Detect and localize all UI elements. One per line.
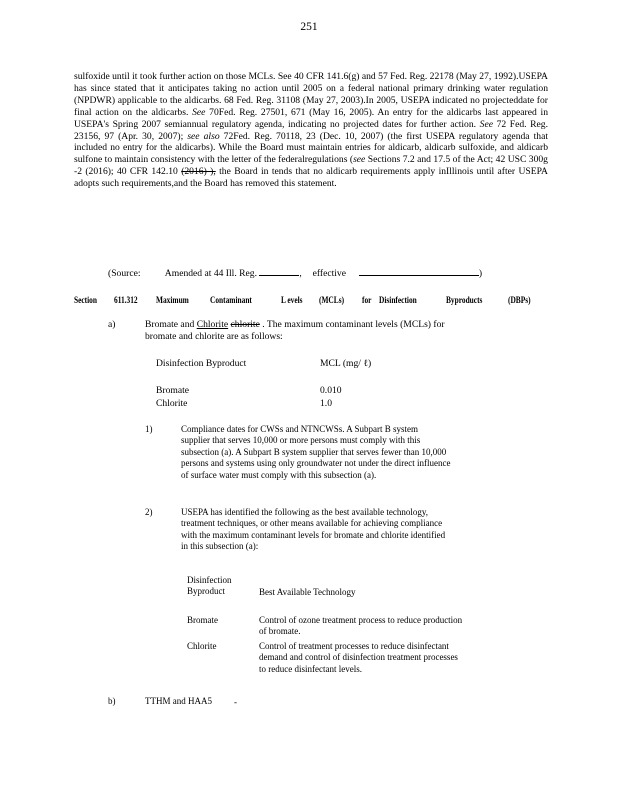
section-title-word: Contaminant bbox=[210, 294, 252, 306]
section-title-word: Byproducts bbox=[446, 294, 483, 306]
citation-signal: See bbox=[192, 106, 206, 118]
subsection-text: . The maximum contaminant levels (MCLs) for bbox=[259, 319, 445, 330]
item-line: supplier that serves 10,000 or more persons must comply with this bbox=[181, 435, 421, 446]
source-close: ) bbox=[478, 268, 483, 279]
section-title-word: (DBPs) bbox=[508, 294, 531, 306]
section-number: 611.312 bbox=[114, 294, 138, 306]
paragraph-text: 70Fed. Reg. 27501, 671 (May 16, 2005). An entry for the aldicarbs last appeared in USEPA's Spring 2007 semiannual regulatory agenda, indicating no projected dates for further action. bbox=[74, 106, 548, 130]
bat-table-row-technology bbox=[259, 615, 462, 638]
inserted-text: Chlorite bbox=[196, 319, 229, 330]
subsection-text: Bromate and bbox=[145, 319, 197, 330]
technology-line: Control of treatment processes to reduce disinfectant bbox=[259, 641, 449, 651]
paragraph-text: Sections 7.2 and 17.5 of the Act; 42 USC 300g -2 (2016); 40 CFR 142.10 bbox=[74, 154, 548, 178]
paragraph-text: sulfoxide until it took further action on those MCLs. See 40 CFR 141.6(g) and 57 Fed. Reg. 22178 (May 27, 1992).USEPA has since stated that it anticipates taking no action until 2005 on a federal national primary drinking water regulation (NPDWR) applicable to the aldicarbs. 68 Fed. Reg. 31108 (May 27, 2003).In 2005, USEPA indicated no projecteddate for final action on the aldicarbs. bbox=[74, 71, 548, 118]
paragraph-text: 72Fed. Reg. 70118, 23 (Dec. 10, 2007) (the first USEPA regulatory agenda that included no entry for the aldicarbs). While the Board must maintain entries for aldicarb, aldicarb sulfoxide, and aldicarb sulfone to maintain consistency with the letter of the federalregulations ( bbox=[74, 130, 548, 166]
mcl-table-header-mcl: MCL (mg/ ℓ) bbox=[320, 358, 372, 369]
source-prefix: (Source: bbox=[108, 268, 141, 279]
header-line: Disinfection bbox=[187, 575, 232, 585]
mcl-table-row-value: 1.0 bbox=[320, 398, 332, 409]
item-line: subsection (a). A Subpart B system supplier that serves fewer than 10,000 bbox=[181, 446, 447, 457]
item-line: with the maximum contaminant levels for bromate and chlorite identified bbox=[181, 529, 446, 540]
register-blank bbox=[259, 266, 299, 276]
source-line bbox=[108, 266, 482, 279]
struck-text: (2016) ), bbox=[181, 166, 216, 178]
item-line: of surface water must comply with this subsection (a). bbox=[181, 469, 377, 480]
bat-table-row-technology bbox=[259, 641, 458, 675]
item-1-text bbox=[181, 424, 450, 481]
bat-table-header-byproduct bbox=[187, 575, 232, 598]
mcl-table-row-name: Bromate bbox=[156, 385, 190, 396]
section-title-word: (MCLs) bbox=[319, 294, 345, 306]
section-title-word: for bbox=[362, 294, 372, 306]
subsection-b-mark: - bbox=[234, 697, 237, 707]
subsection-b-label: b) bbox=[108, 696, 116, 706]
paragraph-text: 72 Fed. Reg. 23156, 97 (Apr. 30, 2007); bbox=[74, 118, 549, 142]
section-title-word: L evels bbox=[281, 294, 303, 306]
header-line: Byproduct bbox=[187, 586, 225, 597]
page-number: 251 bbox=[300, 21, 318, 33]
technology-line: to reduce disinfectant levels. bbox=[259, 663, 362, 674]
subsection-a-text bbox=[145, 319, 519, 343]
section-title-word: Disinfection bbox=[379, 294, 417, 306]
bat-table-row-name: Chlorite bbox=[187, 641, 217, 651]
effective-date-blank bbox=[359, 266, 479, 276]
item-line: persons and systems using only groundwater not under the direct influence bbox=[181, 458, 451, 469]
item-line: treatment techniques, or other means available for achieving compliance bbox=[181, 518, 443, 529]
item-line: USEPA has identified the following as the best available technology, bbox=[181, 507, 429, 517]
item-1-label: 1) bbox=[145, 424, 153, 434]
item-2-text bbox=[181, 507, 445, 553]
item-2-label: 2) bbox=[145, 507, 153, 517]
mcl-table-row-name: Chlorite bbox=[156, 398, 188, 409]
item-line: in this subsection (a): bbox=[181, 541, 259, 552]
item-line: Compliance dates for CWSs and NTNCWSs. A Subpart B system bbox=[181, 424, 418, 434]
section-label: Section bbox=[74, 294, 97, 306]
citation-signal: See bbox=[479, 118, 493, 130]
mcl-table-header-byproduct: Disinfection Byproduct bbox=[156, 358, 247, 369]
section-title-word: Maximum bbox=[156, 294, 189, 306]
technology-line: of bromate. bbox=[259, 626, 301, 637]
subsection-a-label: a) bbox=[108, 319, 116, 330]
bat-table-header-technology: Best Available Technology bbox=[259, 587, 356, 597]
struck-text: chlorite bbox=[230, 319, 260, 330]
technology-line: demand and control of disinfection treatment processes bbox=[259, 652, 458, 663]
paragraph-text: the Board in tends that no aldicarb requirements apply inIllinois until after USEPA adopts such requirements,and the Board has removed this statement. bbox=[74, 166, 548, 190]
subsection-text: bromate and chlorite are as follows: bbox=[145, 330, 283, 342]
intro-paragraph bbox=[74, 71, 548, 190]
technology-line: Control of ozone treatment process to reduce production bbox=[259, 615, 463, 625]
source-amended: Amended at 44 Ill. Reg. bbox=[164, 268, 257, 279]
subsection-b-text: TTHM and HAA5 bbox=[145, 696, 212, 706]
citation-signal: see bbox=[353, 154, 366, 166]
source-effective: effective bbox=[312, 268, 346, 279]
source-comma: , bbox=[299, 268, 302, 279]
bat-table-row-name: Bromate bbox=[187, 615, 218, 625]
mcl-table-row-value: 0.010 bbox=[320, 385, 342, 396]
citation-signal: see also bbox=[187, 130, 220, 142]
